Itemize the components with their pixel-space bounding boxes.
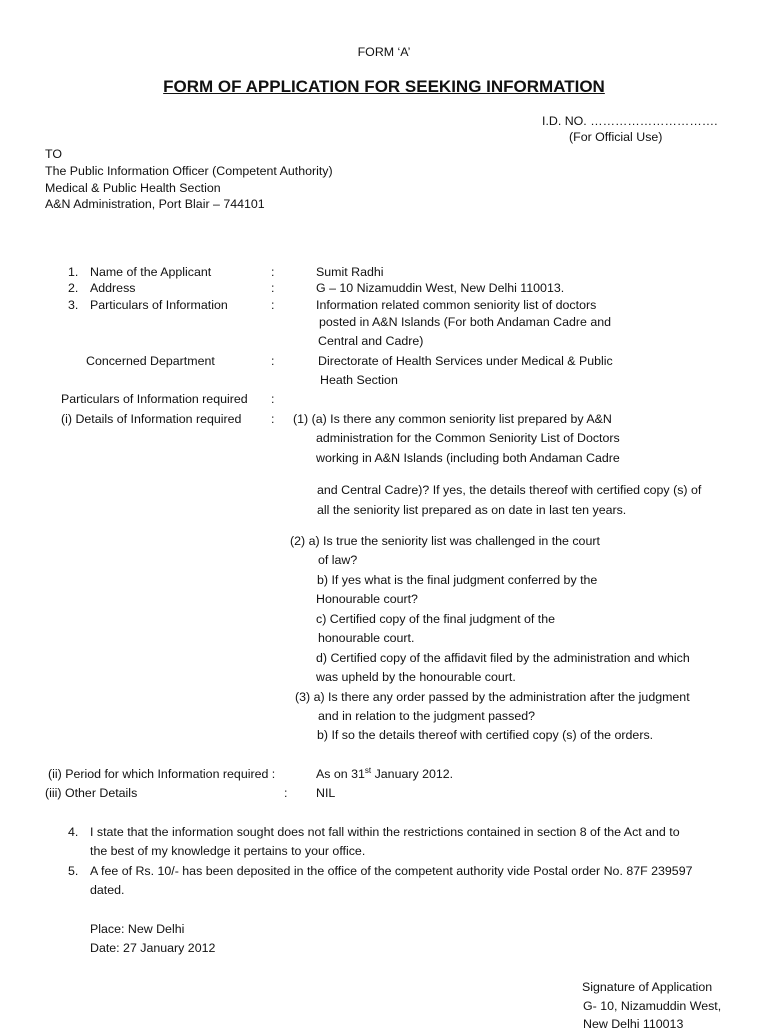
particulars-label: Particulars of Information: [90, 298, 228, 312]
addressee-to: TO: [45, 147, 62, 161]
question-line: was upheld by the honourable court.: [316, 670, 516, 684]
department-value: Heath Section: [320, 373, 398, 387]
question-line: honourable court.: [318, 631, 415, 645]
question-line: b) If so the details thereof with certified copy (s) of the orders.: [317, 728, 654, 742]
applicant-name-value: Sumit Radhi: [316, 265, 384, 279]
period-value: As on 31st January 2012.: [316, 765, 454, 781]
address-value: G – 10 Nizamuddin West, New Delhi 110013.: [316, 281, 565, 295]
id-number: I.D. NO. ………………………….: [542, 114, 718, 128]
question-line: (3) a) Is there any order passed by the administration after the judgment: [295, 690, 690, 704]
addressee-line: A&N Administration, Port Blair – 744101: [45, 197, 265, 211]
question-line: c) Certified copy of the final judgment of the: [316, 612, 555, 626]
question-line: working in A&N Islands (including both Andaman Cadre: [316, 451, 620, 465]
field-number: 2.: [68, 281, 79, 295]
particulars-value: Central and Cadre): [318, 334, 424, 348]
statement-number: 5.: [68, 864, 79, 878]
date: Date: 27 January 2012: [90, 941, 216, 955]
statement-line: dated.: [90, 883, 125, 897]
addressee-line: Medical & Public Health Section: [45, 181, 221, 195]
colon: :: [271, 265, 275, 279]
field-number: 3.: [68, 298, 79, 312]
details-label: (i) Details of Information required: [61, 412, 242, 426]
statement-line: the best of my knowledge it pertains to your office.: [90, 844, 366, 858]
statement-number: 4.: [68, 825, 79, 839]
signature-address: New Delhi 110013: [583, 1017, 684, 1031]
colon: :: [271, 281, 275, 295]
colon: :: [271, 354, 275, 368]
other-details-label: (iii) Other Details: [45, 786, 138, 800]
question-line: d) Certified copy of the affidavit filed by the administration and which: [316, 651, 690, 665]
signature-address: G- 10, Nizamuddin West,: [583, 999, 722, 1013]
colon: :: [271, 412, 275, 426]
question-line: administration for the Common Seniority List of Doctors: [316, 431, 620, 445]
statement-line: A fee of Rs. 10/- has been deposited in the office of the competent authority vide Postal order No. 87F 239597: [90, 864, 693, 878]
colon: :: [284, 786, 288, 800]
question-line: (1) (a) Is there any common seniority list prepared by A&N: [293, 412, 612, 426]
address-label: Address: [90, 281, 136, 295]
period-label: (ii) Period for which Information required :: [48, 767, 276, 781]
colon: :: [271, 298, 275, 312]
addressee-line: The Public Information Officer (Competent Authority): [45, 164, 333, 178]
particulars-value: posted in A&N Islands (For both Andaman Cadre and: [319, 315, 612, 329]
question-line: Honourable court?: [316, 592, 418, 606]
question-line: and Central Cadre)? If yes, the details thereof with certified copy (s) of: [317, 483, 702, 497]
page-title: FORM OF APPLICATION FOR SEEKING INFORMATION: [163, 77, 605, 96]
signature-label: Signature of Application: [582, 980, 713, 994]
form-label: FORM ‘A’: [357, 45, 411, 59]
place: Place: New Delhi: [90, 922, 185, 936]
question-line: (2) a) Is true the seniority list was challenged in the court: [290, 534, 600, 548]
question-line: of law?: [318, 553, 358, 567]
official-use-note: (For Official Use): [569, 130, 663, 144]
question-line: all the seniority list prepared as on date in last ten years.: [317, 503, 627, 517]
other-details-value: NIL: [316, 786, 336, 800]
applicant-name-label: Name of the Applicant: [90, 265, 212, 279]
department-value: Directorate of Health Services under Medical & Public: [318, 354, 613, 368]
question-line: b) If yes what is the final judgment conferred by the: [317, 573, 598, 587]
statement-line: I state that the information sought does not fall within the restrictions contained in section 8 of the Act and to: [90, 825, 680, 839]
field-number: 1.: [68, 265, 79, 279]
department-label: Concerned Department: [86, 354, 215, 368]
question-line: and in relation to the judgment passed?: [318, 709, 535, 723]
required-label: Particulars of Information required: [61, 392, 248, 406]
colon: :: [271, 392, 275, 406]
particulars-value: Information related common seniority list of doctors: [316, 298, 597, 312]
